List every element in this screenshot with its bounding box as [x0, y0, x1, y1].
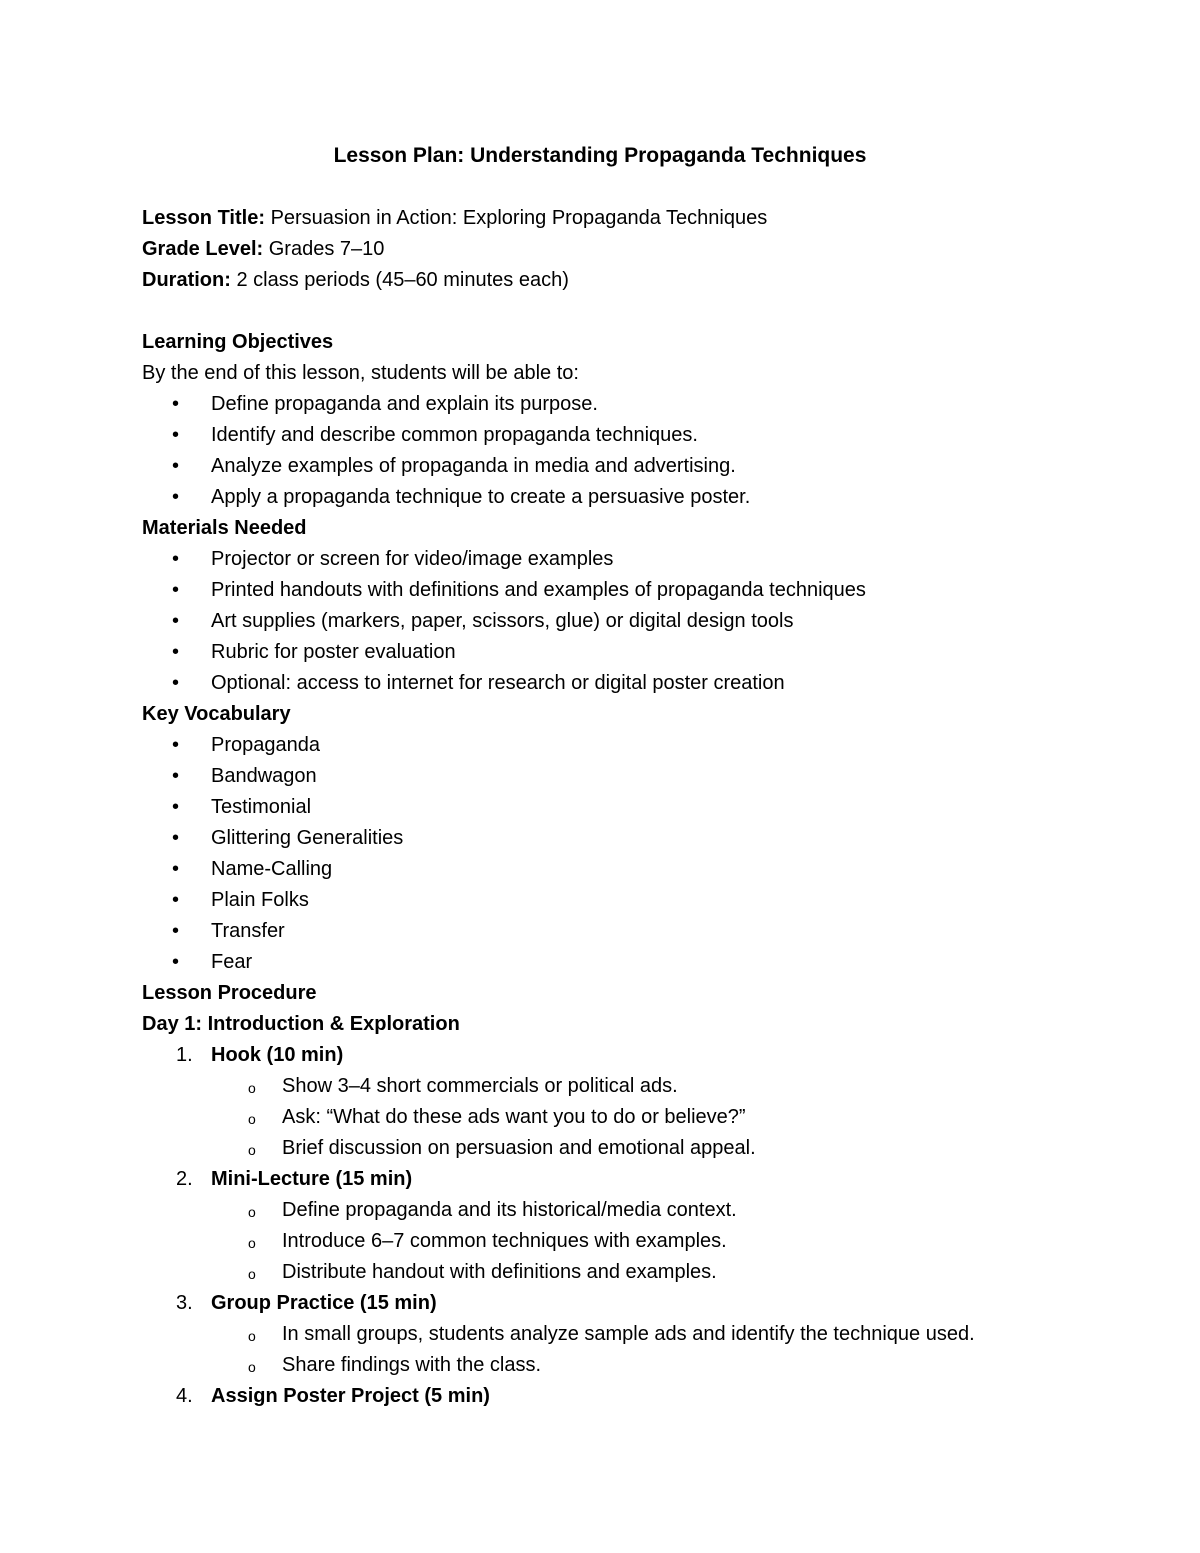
- step-item: [142, 1041, 1100, 1165]
- step-title: Group Practice (15 min): [211, 1292, 437, 1314]
- list-item: • Apply a propaganda technique to create a persuasive poster.: [142, 483, 1100, 514]
- bullet-icon: •: [172, 920, 180, 942]
- procedure-heading: Lesson Procedure: [142, 982, 317, 1004]
- list-item: • Printed handouts with definitions and examples of propaganda techniques: [142, 576, 1100, 607]
- step-title: Assign Poster Project (5 min): [211, 1385, 490, 1407]
- list-item: • Fear: [142, 948, 1100, 979]
- list-item: o Introduce 6–7 common techniques with examples.: [142, 1227, 1100, 1258]
- step-number: 4.: [176, 1385, 193, 1407]
- materials-section: [142, 514, 1100, 700]
- bullet-icon: •: [172, 393, 180, 415]
- list-item: • Rubric for poster evaluation: [142, 638, 1100, 669]
- circle-bullet-icon: o: [248, 1359, 256, 1375]
- objectives-intro: By the end of this lesson, students will be able to:: [142, 362, 579, 384]
- procedure-steps: [142, 1041, 1100, 1413]
- vocabulary-list: [142, 731, 1100, 979]
- step-title: Hook (10 min): [211, 1044, 344, 1066]
- page-title: Lesson Plan: Understanding Propaganda Techniques: [333, 144, 867, 167]
- objectives-list: [142, 390, 1100, 514]
- circle-bullet-icon: o: [248, 1142, 256, 1158]
- list-item: o Define propaganda and its historical/media context.: [142, 1196, 1100, 1227]
- bullet-icon: •: [172, 548, 180, 570]
- circle-bullet-icon: o: [248, 1080, 256, 1096]
- bullet-icon: •: [172, 579, 180, 601]
- circle-bullet-icon: o: [248, 1204, 256, 1220]
- bullet-icon: •: [172, 610, 180, 632]
- list-item: o Ask: “What do these ads want you to do or believe?”: [142, 1103, 1100, 1134]
- step-item: [142, 1165, 1100, 1289]
- circle-bullet-icon: o: [248, 1111, 256, 1127]
- list-item: • Name-Calling: [142, 855, 1100, 886]
- list-item: • Define propaganda and explain its purpose.: [142, 390, 1100, 421]
- list-item: • Identify and describe common propaganda techniques.: [142, 421, 1100, 452]
- procedure-section: [142, 979, 1100, 1413]
- step-subitems: [142, 1196, 1100, 1289]
- list-item: o Distribute handout with definitions and examples.: [142, 1258, 1100, 1289]
- circle-bullet-icon: o: [248, 1328, 256, 1344]
- day1-heading: Day 1: Introduction & Exploration: [142, 1013, 460, 1035]
- list-item: o Brief discussion on persuasion and emotional appeal.: [142, 1134, 1100, 1165]
- materials-heading: Materials Needed: [142, 517, 307, 539]
- objectives-section: [142, 328, 1100, 514]
- grade-level-label: Grade Level:: [142, 238, 264, 260]
- list-item: o In small groups, students analyze sample ads and identify the technique used.: [142, 1320, 1100, 1351]
- duration-value: 2 class periods (45–60 minutes each): [236, 269, 569, 291]
- step-number: 2.: [176, 1168, 193, 1190]
- step-number: 1.: [176, 1044, 193, 1066]
- bullet-icon: •: [172, 486, 180, 508]
- step-item: [142, 1289, 1100, 1382]
- list-item: o Show 3–4 short commercials or political ads.: [142, 1072, 1100, 1103]
- lesson-meta: [142, 204, 1100, 297]
- bullet-icon: •: [172, 765, 180, 787]
- circle-bullet-icon: o: [248, 1266, 256, 1282]
- bullet-icon: •: [172, 641, 180, 663]
- bullet-icon: •: [172, 734, 180, 756]
- bullet-icon: •: [172, 951, 180, 973]
- lesson-title-value: Persuasion in Action: Exploring Propaganda Techniques: [270, 207, 768, 229]
- list-item: • Transfer: [142, 917, 1100, 948]
- list-item: • Bandwagon: [142, 762, 1100, 793]
- circle-bullet-icon: o: [248, 1235, 256, 1251]
- objectives-heading: Learning Objectives: [142, 331, 334, 353]
- duration-line: [142, 266, 1100, 297]
- list-item: • Optional: access to internet for research or digital poster creation: [142, 669, 1100, 700]
- step-subitems: [142, 1320, 1100, 1382]
- list-item: • Projector or screen for video/image examples: [142, 545, 1100, 576]
- list-item: • Art supplies (markers, paper, scissors, glue) or digital design tools: [142, 607, 1100, 638]
- list-item: • Propaganda: [142, 731, 1100, 762]
- vocabulary-section: [142, 700, 1100, 979]
- list-item: • Analyze examples of propaganda in media and advertising.: [142, 452, 1100, 483]
- step-subitems: [142, 1072, 1100, 1165]
- bullet-icon: •: [172, 424, 180, 446]
- materials-list: [142, 545, 1100, 700]
- bullet-icon: •: [172, 455, 180, 477]
- step-title: Mini-Lecture (15 min): [211, 1168, 413, 1190]
- bullet-icon: •: [172, 796, 180, 818]
- grade-level-line: [142, 235, 1100, 266]
- step-number: 3.: [176, 1292, 193, 1314]
- list-item: • Plain Folks: [142, 886, 1100, 917]
- list-item: • Glittering Generalities: [142, 824, 1100, 855]
- bullet-icon: •: [172, 672, 180, 694]
- step-item: [142, 1382, 1100, 1413]
- bullet-icon: •: [172, 827, 180, 849]
- bullet-icon: •: [172, 858, 180, 880]
- vocabulary-heading: Key Vocabulary: [142, 703, 291, 725]
- lesson-title-label: Lesson Title:: [142, 207, 265, 229]
- list-item: o Share findings with the class.: [142, 1351, 1100, 1382]
- list-item: • Testimonial: [142, 793, 1100, 824]
- duration-label: Duration:: [142, 269, 231, 291]
- bullet-icon: •: [172, 889, 180, 911]
- grade-level-value: Grades 7–10: [268, 238, 385, 260]
- lesson-title-line: [142, 204, 1100, 235]
